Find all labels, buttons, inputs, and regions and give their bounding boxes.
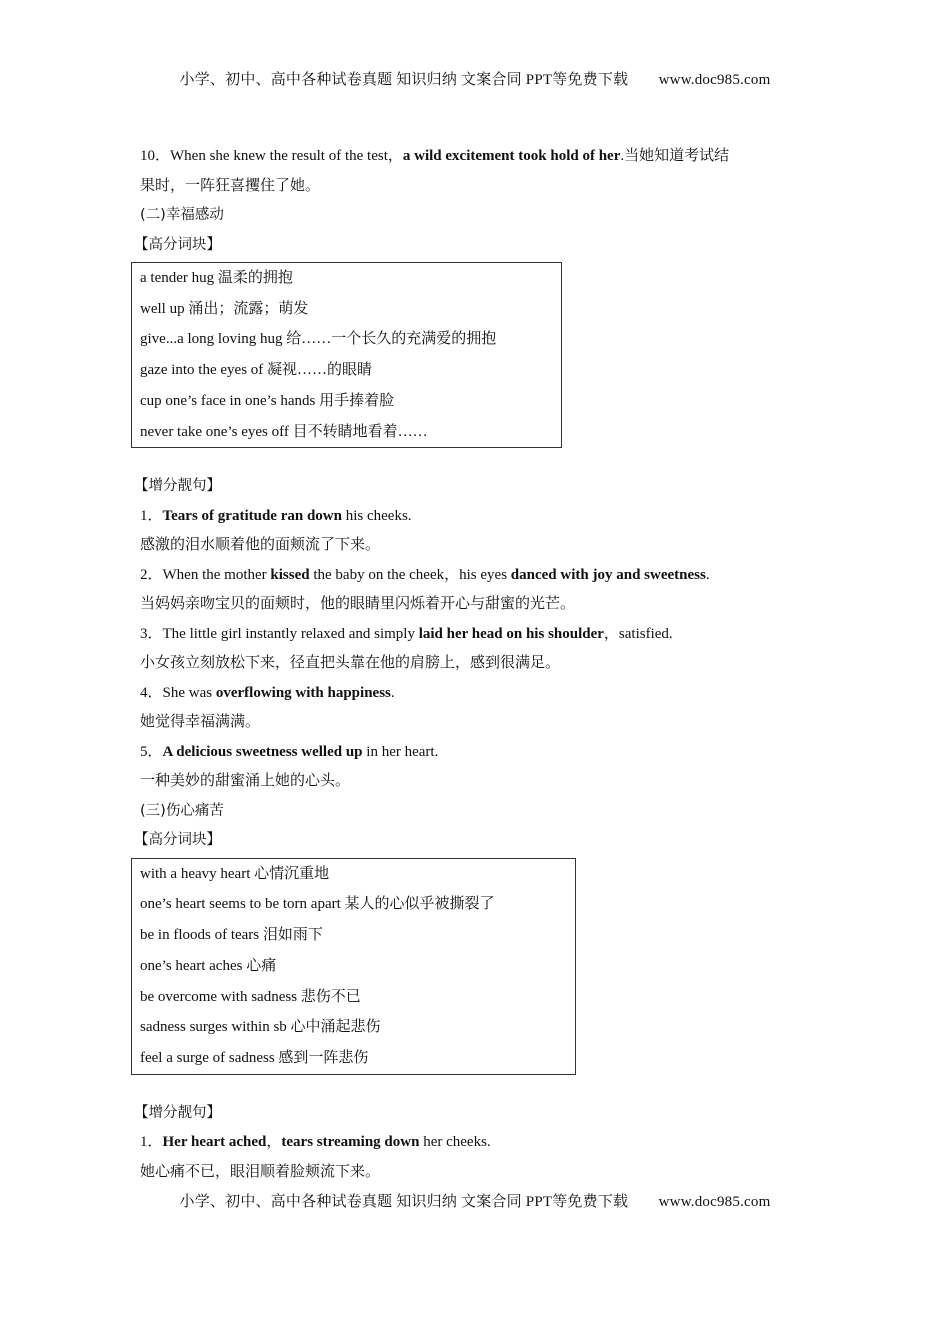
vocab-item: feel a surge of sadness 感到一阵悲伤	[140, 1049, 369, 1066]
vocab-item: one’s heart seems to be torn apart 某人的心似乎被撕裂了	[140, 896, 495, 913]
section-title-sadness: (三)伤心痛苦	[140, 802, 224, 819]
vocab-box-sadness	[131, 858, 576, 1075]
page-header: 小学、初中、高中各种试卷真题 知识归纳 文案合同 PPT等免费下载 www.doc985.com	[179, 72, 771, 88]
sentence-4-translation: 她觉得幸福满满。	[140, 714, 261, 731]
sentence-title: 【增分靓句】	[134, 1104, 221, 1121]
sentence-2: 2．When the mother kissed the baby on the cheek，his eyes danced with joy and sweetness.	[140, 566, 710, 583]
vocab-item: cup one’s face in one’s hands 用手捧着脸	[140, 392, 395, 409]
vocab-item: give...a long loving hug 给……一个长久的充满爱的拥抱	[140, 331, 497, 348]
vocab-item: be overcome with sadness 悲伤不已	[140, 988, 361, 1005]
vocab-box-happiness	[131, 262, 562, 448]
vocab-item: never take one’s eyes off 目不转睛地看着……	[140, 423, 428, 440]
vocab-title: 【高分词块】	[134, 832, 221, 849]
sentence-title: 【增分靓句】	[134, 478, 221, 495]
item-10-bold: a wild excitement took hold of her	[402, 148, 621, 164]
sentence-1: 1．Her heart ached，tears streaming down her cheeks.	[140, 1134, 491, 1151]
vocab-item: gaze into the eyes of 凝视……的眼睛	[140, 362, 373, 379]
sentence-5: 5．A delicious sweetness welled up in her heart.	[140, 743, 439, 760]
sentence-1-translation: 感激的泪水顺着他的面颊流了下来。	[140, 537, 381, 554]
item-10-line1: 10．When she knew the result of the test，a wild excitement took hold of her.当她知道考试结	[140, 148, 730, 164]
vocab-item: be in floods of tears 泪如雨下	[140, 927, 323, 944]
vocab-item: with a heavy heart 心情沉重地	[140, 865, 330, 882]
sentence-3-translation: 小女孩立刻放松下来，径直把头靠在他的肩膀上，感到很满足。	[140, 655, 561, 672]
sentence-1-translation: 她心痛不已，眼泪顺着脸颊流下来。	[140, 1163, 381, 1180]
page-footer: 小学、初中、高中各种试卷真题 知识归纳 文案合同 PPT等免费下载 www.doc985.com	[179, 1194, 771, 1210]
vocab-item: well up 涌出；流露；萌发	[140, 300, 309, 317]
sentence-5-translation: 一种美妙的甜蜜涌上她的心头。	[140, 773, 351, 790]
vocab-item: a tender hug 温柔的拥抱	[140, 270, 293, 286]
vocab-title: 【高分词块】	[134, 236, 221, 253]
sentence-2-translation: 当妈妈亲吻宝贝的面颊时，他的眼睛里闪烁着开心与甜蜜的光芒。	[140, 596, 576, 613]
sentence-3: 3．The little girl instantly relaxed and simply laid her head on his shoulder，satisfied.	[140, 625, 673, 642]
vocab-item: sadness surges within sb 心中涌起悲伤	[140, 1019, 381, 1036]
document-body	[134, 142, 820, 1187]
item-10-line2: 果时，一阵狂喜攫住了她。	[140, 177, 321, 194]
section-title-happiness: (二)幸福感动	[140, 207, 224, 223]
vocab-item: one’s heart aches 心痛	[140, 957, 277, 974]
sentence-4: 4．She was overflowing with happiness.	[140, 684, 395, 701]
sentence-1: 1．Tears of gratitude ran down his cheeks.	[140, 507, 412, 524]
